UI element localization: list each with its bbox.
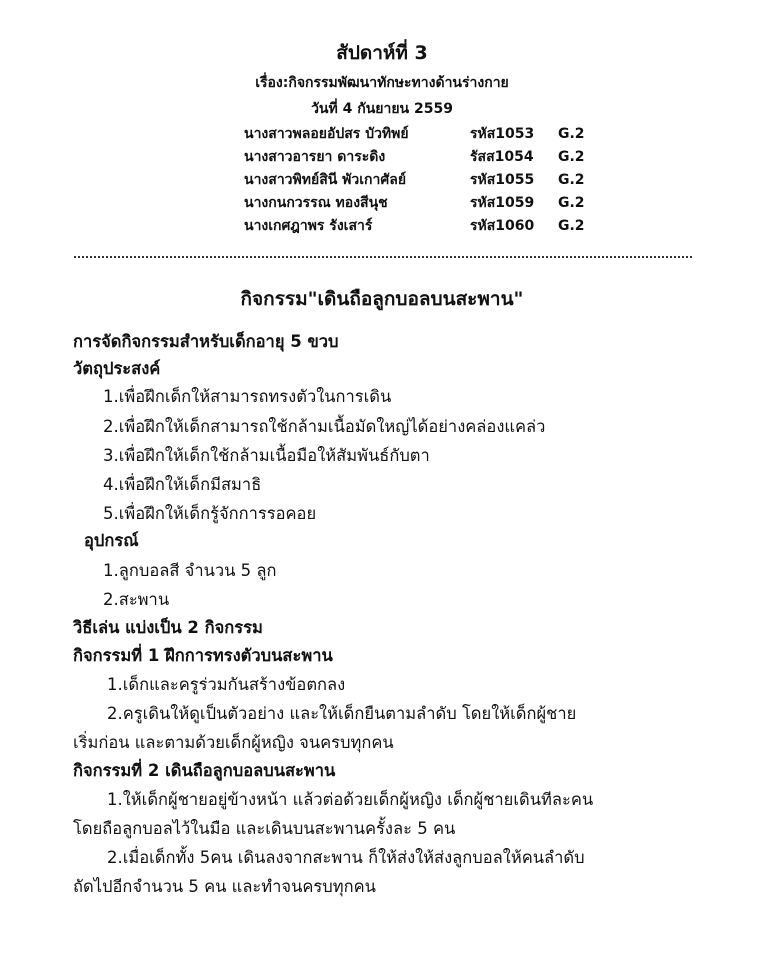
member-name: นางกนกวรรณ ทองสีนุช [244,194,388,211]
member-row [244,122,585,145]
member-name: นางสาวพลอยอัปสร บัวทิพย์ [244,125,409,142]
objective-item: 4.เพื่อฝึกให้เด็กมีสมาธิ [103,475,262,494]
member-name: นางเกศฎาพร รังเสาร์ [244,217,373,234]
objectives-heading: วัตถุประสงค์ [73,359,161,378]
equipment-item: 2.สะพาน [103,590,170,609]
activity1-line: เริ่มก่อน และตามด้วยเด็กผู้หญิง จนครบทุกคน [73,733,394,752]
member-row [244,214,585,237]
objective-item: 5.เพื่อฝึกให้เด็กรู้จักการรอคอย [103,504,317,523]
activity-title: กิจกรรม"เดินถือลูกบอลบนสะพาน" [240,288,524,310]
member-code: รหัส1053 [470,125,535,142]
week-title: สัปดาห์ที่ 3 [336,42,428,64]
member-group: G.2 [558,194,585,211]
activity2-line: ถัดไปอีกจำนวน 5 คน และทำจนครบทุกคน [73,877,376,896]
member-code: รัสส1054 [470,148,534,165]
equipment-item: 1.ลูกบอลสี จำนวน 5 ลูก [103,561,277,580]
activity2-line: 1.ให้เด็กผู้ชายอยู่ข้างหน้า แล้วต่อด้วยเด็กผู้หญิง เด็กผู้ชายเดินทีละคน [107,790,594,809]
subject-line: เรื่อง:กิจกรรมพัฒนาทักษะทางด้านร่างกาย [255,75,509,91]
member-code: รหัส1060 [470,217,535,234]
member-group: G.2 [558,148,585,165]
activity2-line: โดยถือลูกบอลไว้ในมือ และเดินบนสะพานครั้งละ 5 คน [73,819,456,838]
member-row [244,168,585,191]
member-row [244,191,585,214]
equipment-heading: อุปกรณ์ [84,531,139,550]
activity2-line: 2.เมื่อเด็กทั้ง 5คน เดินลงจากสะพาน ก็ให้ส่งให้ส่งลูกบอลให้คนลำดับ [107,848,585,867]
member-group: G.2 [558,171,585,188]
member-name: นางสาวพิทย์สินี พัวเกาศัลย์ [244,171,407,188]
objective-item: 1.เพื่อฝึกเด็กให้สามารถทรงตัวในการเดิน [103,387,392,406]
activity1-heading: กิจกรรมที่ 1 ฝึกการทรงตัวบนสะพาน [73,646,333,665]
member-group: G.2 [558,125,585,142]
member-group: G.2 [558,217,585,234]
member-name: นางสาวอารยา ดาระดิง [244,148,386,165]
activity2-heading: กิจกรรมที่ 2 เดินถือลูกบอลบนสะพาน [73,761,336,780]
activity1-line: 2.ครูเดินให้ดูเป็นตัวอย่าง และให้เด็กยืนตามลำดับ โดยให้เด็กผู้ชาย [107,704,577,723]
member-code: รหัส1055 [470,171,535,188]
objective-item: 2.เพื่อฝึกให้เด็กสามารถใช้กล้ามเนื้อมัดใหญ่ได้อย่างคล่องแคล่ว [103,417,546,436]
date-line: วันที่ 4 กันยายน 2559 [311,101,453,117]
audience-line: การจัดกิจกรรมสำหรับเด็กอายุ 5 ขวบ [73,332,339,351]
objective-item: 3.เพื่อฝึกให้เด็กใช้กล้ามเนื้อมือให้สัมพันธ์กับตา [103,446,430,465]
dotted-divider [74,256,692,258]
member-row [244,145,585,168]
method-heading: วิธีเล่น แบ่งเป็น 2 กิจกรรม [73,618,263,637]
member-list [244,122,585,237]
member-code: รหัส1059 [470,194,535,211]
activity1-line: 1.เด็กและครูร่วมกันสร้างข้อตกลง [107,675,346,694]
